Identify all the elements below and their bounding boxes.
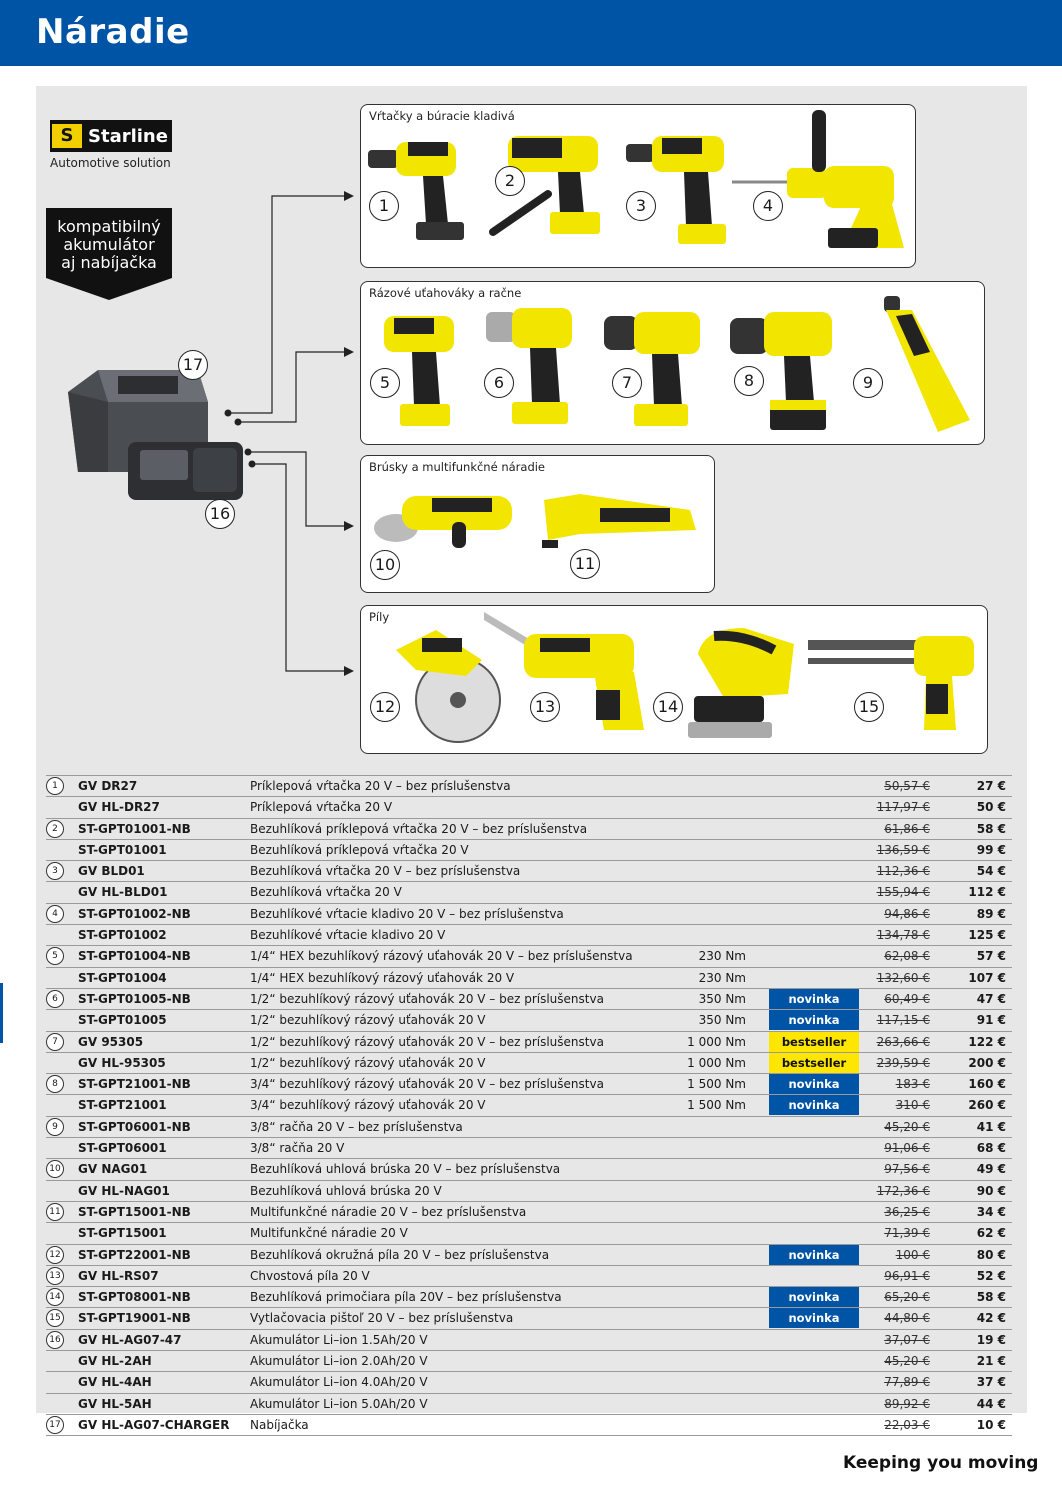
old-price: 62,08 € [884,949,930,964]
product-code: ST-GPT22001-NB [78,1247,191,1262]
product-description: Príklepová vŕtačka 20 V – bez príslušenstva [250,779,511,793]
torque-value: 230 Nm [698,949,746,964]
connector-line [252,464,348,671]
product-code: GV HL-DR27 [78,800,160,815]
arrow-head [344,666,354,676]
product-tag: novinka [769,1245,859,1265]
product-description: 3/4“ bezuhlíkový rázový uťahovák 20 V – bez príslušenstva [250,1077,604,1092]
product-description: Bezuhlíková uhlová brúska 20 V [250,1183,442,1198]
row-index-badge: 5 [46,947,64,965]
ratchet-image-9 [876,296,976,436]
old-price: 97,56 € [884,1162,930,1177]
product-code: ST-GPT21001-NB [78,1077,191,1092]
new-price: 58 € [976,1290,1006,1305]
product-description: 3/4“ bezuhlíkový rázový uťahovák 20 V [250,1098,486,1113]
arrow-head [344,191,354,201]
new-price: 49 € [976,1162,1006,1177]
product-description: Akumulátor Li–ion 2.0Ah/20 V [250,1354,428,1369]
new-price: 52 € [976,1268,1006,1283]
new-price: 80 € [976,1247,1006,1262]
table-row [46,861,1012,882]
product-description: Multifunkčné náradie 20 V [250,1226,408,1241]
product-description: Akumulátor Li–ion 4.0Ah/20 V [250,1375,428,1390]
product-description: Bezuhlíková primočiara píla 20V – bez príslušenstva [250,1290,562,1305]
row-index-badge: 12 [46,1246,64,1264]
product-code: ST-GPT01002 [78,928,167,943]
old-price: 45,20 € [884,1119,930,1134]
new-price: 99 € [976,842,1006,857]
old-price: 134,78 € [876,928,930,943]
old-price: 183 € [895,1077,930,1092]
product-description: 3/8“ račňa 20 V [250,1141,345,1156]
product-description: Bezuhlíková príklepová vŕtačka 20 V – bez príslušenstva [250,821,588,836]
product-code: ST-GPT19001-NB [78,1311,191,1326]
new-price: 91 € [976,1013,1006,1028]
table-row [46,1095,1012,1116]
table-row [46,775,1012,797]
row-index-badge: 16 [46,1331,64,1349]
group-title: Brúsky a multifunkčné náradie [369,460,546,474]
item-number-12: 12 [370,692,400,722]
old-price: 132,60 € [876,970,930,985]
table-row [46,968,1012,989]
product-tag: novinka [769,1287,859,1307]
table-row [46,797,1012,818]
product-description: Vytlačovacia pištoľ 20 V – bez príslušenstva [250,1311,514,1326]
old-price: 36,25 € [884,1204,930,1219]
new-price: 68 € [976,1141,1006,1156]
product-code: GV BLD01 [78,864,145,879]
new-price: 27 € [976,779,1006,793]
table-row [46,1351,1012,1372]
charger-battery-image [58,362,248,502]
table-row [46,989,1012,1010]
table-row [46,1394,1012,1415]
row-index-badge: 4 [46,905,64,923]
product-description: Bezuhlíková okružná píla 20 V – bez príslušenstva [250,1247,550,1262]
row-index-badge: 14 [46,1288,64,1306]
old-price: 117,15 € [876,1013,930,1028]
product-description: 1/2“ bezuhlíkový rázový uťahovák 20 V – bez príslušenstva [250,1034,604,1049]
product-tag: novinka [769,1010,859,1030]
new-price: 160 € [968,1077,1006,1092]
torque-value: 230 Nm [698,970,746,985]
product-code: GV HL-AG07-CHARGER [78,1417,230,1432]
new-price: 90 € [976,1183,1006,1198]
product-description: 1/2“ bezuhlíkový rázový uťahovák 20 V [250,1055,486,1070]
table-row [46,882,1012,903]
item-number-1: 1 [369,191,399,221]
old-price: 44,80 € [884,1311,930,1326]
old-price: 60,49 € [884,991,930,1006]
new-price: 260 € [968,1098,1006,1113]
new-price: 62 € [976,1226,1006,1241]
row-index-badge: 10 [46,1160,64,1178]
product-code: ST-GPT15001 [78,1226,167,1241]
item-number-2: 2 [495,166,525,196]
item-number-4: 4 [753,191,783,221]
old-price: 310 € [895,1098,930,1113]
new-price: 21 € [976,1354,1006,1369]
row-index-badge: 1 [46,777,64,795]
new-price: 107 € [968,970,1006,985]
old-price: 77,89 € [884,1375,930,1390]
item-number-10: 10 [370,550,400,580]
logo-mark: S [52,124,82,148]
old-price: 37,07 € [884,1332,930,1347]
product-tag: bestseller [769,1053,859,1073]
table-row [46,1010,1012,1031]
table-row [46,1308,1012,1329]
product-code: ST-GPT01004-NB [78,949,191,964]
item-number-3: 3 [626,191,656,221]
old-price: 117,97 € [876,800,930,815]
row-index-badge: 15 [46,1309,64,1327]
item-number-6: 6 [484,368,514,398]
product-description: Bezuhlíkové vŕtacie kladivo 20 V [250,928,446,943]
page-title: Náradie [36,12,190,52]
new-price: 58 € [976,821,1006,836]
product-description: Nabíjačka [250,1417,309,1432]
torque-value: 1 500 Nm [687,1098,746,1113]
row-index-badge: 8 [46,1075,64,1093]
product-description: 1/4“ HEX bezuhlíkový rázový uťahovák 20 V – bez príslušenstva [250,949,633,964]
row-index-badge: 6 [46,990,64,1008]
table-row [46,1372,1012,1393]
torque-value: 1 000 Nm [687,1034,746,1049]
product-code: ST-GPT01004 [78,970,167,985]
product-code: ST-GPT06001-NB [78,1119,191,1134]
old-price: 96,91 € [884,1268,930,1283]
table-row [46,1202,1012,1223]
old-price: 65,20 € [884,1290,930,1305]
arrow-head [344,521,354,531]
table-row [46,1074,1012,1095]
angle-grinder-image-10 [372,486,526,552]
table-row [46,1138,1012,1159]
torque-value: 1 000 Nm [687,1055,746,1070]
table-row [46,1159,1012,1180]
product-code: ST-GPT06001 [78,1141,167,1156]
product-description: 3/8“ račňa 20 V – bez príslušenstva [250,1119,463,1134]
row-index-badge: 3 [46,862,64,880]
new-price: 57 € [976,949,1006,964]
table-row [46,1245,1012,1266]
table-row [46,819,1012,840]
item-number-8: 8 [734,366,764,396]
row-index-badge: 7 [46,1033,64,1051]
product-description: Akumulátor Li–ion 1.5Ah/20 V [250,1332,428,1347]
new-price: 47 € [976,991,1006,1006]
footer-tagline: Keeping you moving [843,1453,1039,1473]
item-number-16: 16 [205,499,235,529]
logo-wordmark: Starline [88,125,168,147]
table-row [46,1330,1012,1351]
new-price: 112 € [968,885,1006,900]
group-title: Vŕtačky a búracie kladivá [369,109,515,123]
new-price: 41 € [976,1119,1006,1134]
row-index-badge: 11 [46,1203,64,1221]
product-code: ST-GPT21001 [78,1098,167,1113]
product-code: GV HL-AG07-47 [78,1332,182,1347]
table-row [46,1266,1012,1287]
row-index-badge: 9 [46,1118,64,1136]
old-price: 239,59 € [876,1055,930,1070]
old-price: 136,59 € [876,842,930,857]
product-description: Akumulátor Li–ion 5.0Ah/20 V [250,1396,428,1411]
new-price: 44 € [976,1396,1006,1411]
product-code: ST-GPT08001-NB [78,1290,191,1305]
arrow-head [344,347,354,357]
old-price: 45,20 € [884,1354,930,1369]
product-code: GV HL-RS07 [78,1268,159,1283]
old-price: 22,03 € [884,1417,930,1432]
page-edge-marker [0,983,3,1043]
old-price: 172,36 € [876,1183,930,1198]
caulking-gun-image-15 [808,626,980,738]
group-title: Rázové uťahováky a račne [369,286,522,300]
product-code: GV HL-4AH [78,1375,152,1390]
badge-line: aj nabíjačka [61,253,157,272]
product-code: ST-GPT01005-NB [78,991,191,1006]
old-price: 112,36 € [876,864,930,879]
table-row [46,1032,1012,1053]
new-price: 10 € [976,1417,1006,1432]
price-table [46,775,1012,1436]
badge-line: kompatibilný [57,217,161,236]
old-price: 100 € [895,1247,930,1262]
product-code: ST-GPT01001-NB [78,821,191,836]
item-number-7: 7 [612,368,642,398]
product-code: ST-GPT01002-NB [78,906,191,921]
product-description: Chvostová píla 20 V [250,1268,370,1283]
old-price: 61,86 € [884,821,930,836]
logo-subtitle: Automotive solution [50,156,171,170]
table-row [46,904,1012,925]
product-code: GV HL-5AH [78,1396,152,1411]
product-code: GV HL-2AH [78,1354,152,1369]
multitool-image-11 [540,490,700,550]
row-index-badge: 13 [46,1267,64,1285]
item-number-11: 11 [570,549,600,579]
table-row [46,1181,1012,1202]
product-code: GV NAG01 [78,1162,148,1177]
old-price: 91,06 € [884,1141,930,1156]
product-tag: novinka [769,1074,859,1094]
connector-dot [249,461,256,468]
impact-driver-image-5 [384,306,464,430]
product-tag: novinka [769,1095,859,1115]
old-price: 71,39 € [884,1226,930,1241]
jigsaw-image-14 [684,624,800,746]
old-price: 50,57 € [884,779,930,793]
product-description: 1/4“ HEX bezuhlíkový rázový uťahovák 20 V [250,970,515,985]
product-code: GV DR27 [78,779,138,793]
product-description: 1/2“ bezuhlíkový rázový uťahovák 20 V – bez príslušenstva [250,991,604,1006]
product-description: Bezuhlíková uhlová brúska 20 V – bez príslušenstva [250,1162,561,1177]
new-price: 34 € [976,1204,1006,1219]
new-price: 122 € [968,1034,1006,1049]
product-tag: novinka [769,989,859,1009]
new-price: 37 € [976,1375,1006,1390]
product-description: 1/2“ bezuhlíkový rázový uťahovák 20 V [250,1013,486,1028]
table-row [46,840,1012,861]
product-tag: bestseller [769,1032,859,1052]
row-index-badge: 2 [46,820,64,838]
row-index-badge: 17 [46,1416,64,1434]
new-price: 89 € [976,906,1006,921]
new-price: 19 € [976,1332,1006,1347]
product-description: Bezuhlíková vŕtačka 20 V [250,885,402,900]
table-row [46,1287,1012,1308]
new-price: 54 € [976,864,1006,879]
item-number-5: 5 [370,368,400,398]
table-row [46,1223,1012,1244]
product-code: GV HL-BLD01 [78,885,168,900]
table-row [46,1117,1012,1138]
new-price: 200 € [968,1055,1006,1070]
drill-image-4 [732,108,912,258]
product-code: GV HL-NAG01 [78,1183,170,1198]
product-description: Multifunkčné náradie 20 V – bez príslušenstva [250,1204,527,1219]
badge-line: akumulátor [63,235,155,254]
torque-value: 1 500 Nm [687,1077,746,1092]
old-price: 89,92 € [884,1396,930,1411]
item-number-14: 14 [653,692,683,722]
reciprocating-saw-image-13 [484,612,648,740]
old-price: 263,66 € [876,1034,930,1049]
product-description: Bezuhlíková vŕtačka 20 V – bez príslušenstva [250,864,521,879]
product-code: ST-GPT15001-NB [78,1204,191,1219]
table-row [46,925,1012,946]
product-tag: novinka [769,1308,859,1328]
group-title: Píly [369,610,390,624]
connector-line [238,352,348,422]
table-row [46,1053,1012,1074]
old-price: 94,86 € [884,906,930,921]
old-price: 155,94 € [876,885,930,900]
drill-image-1 [368,134,478,244]
new-price: 50 € [976,800,1006,815]
product-code: GV HL-95305 [78,1055,166,1070]
product-description: Bezuhlíková príklepová vŕtačka 20 V [250,842,469,857]
new-price: 125 € [968,928,1006,943]
product-code: ST-GPT01005 [78,1013,167,1028]
torque-value: 350 Nm [698,991,746,1006]
product-code: GV 95305 [78,1034,144,1049]
product-description: Bezuhlíkové vŕtacie kladivo 20 V – bez príslušenstva [250,906,564,921]
new-price: 42 € [976,1311,1006,1326]
item-number-17: 17 [178,350,208,380]
product-code: ST-GPT01001 [78,842,167,857]
item-number-9: 9 [853,368,883,398]
table-row [46,946,1012,967]
product-description: Príklepová vŕtačka 20 V [250,800,393,815]
connector-line [248,452,348,526]
item-number-13: 13 [530,692,560,722]
item-number-15: 15 [854,692,884,722]
torque-value: 350 Nm [698,1013,746,1028]
table-row [46,1415,1012,1436]
